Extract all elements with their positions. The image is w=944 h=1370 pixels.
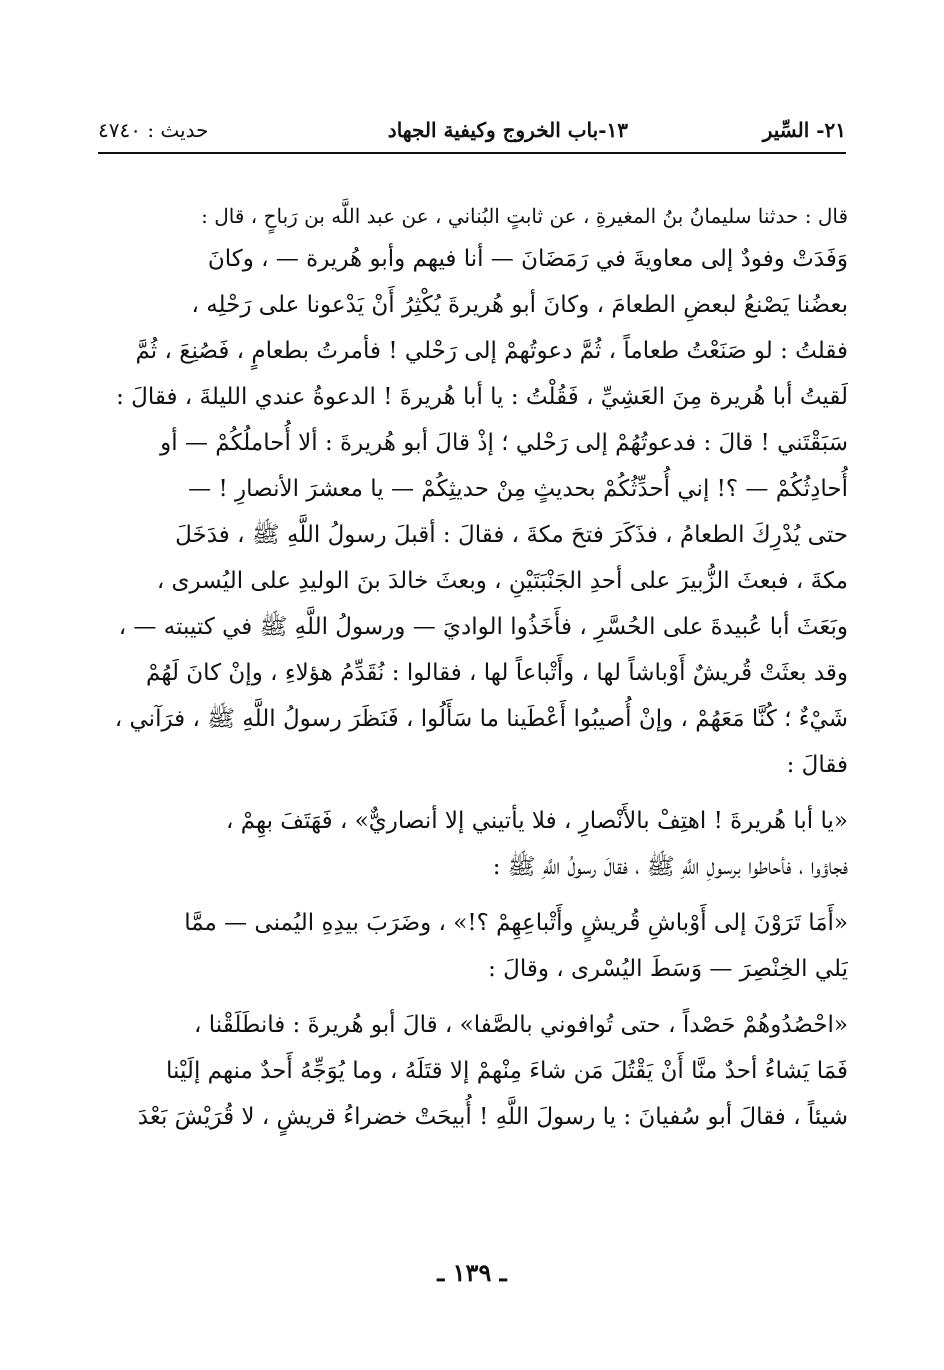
text-line: مكةَ ، فبعثَ الزُّبيرَ على أحدِ الجَنْبَتَيْنِ ، وبعثَ خالدَ بنَ الوليدِ على اليُسرى ، [156,568,848,594]
text-line: لَقيتُ أبا هُريرة مِنَ العَشِيِّ ، فَقُلْتُ : يا أبا هُريرةَ ! الدعوةُ عندي الليلةَ ، فقالَ : [116,384,848,410]
hadith-text [96,196,848,1140]
hadith-reference: حديث : ٤٧٤٠ [98,118,209,142]
text-line: فقالَ : [786,752,848,778]
text-line: وَفَدَتْ وفودٌ إلى معاويةَ في رَمَضَانَ — أنا فيهم وأبو هُريرة — ، وكانَ [207,246,848,272]
text-line: قال : حدثنا سليمانُ بنُ المغيرةِ ، عن ثابتٍ البُناني ، عن عبد اللَّه بن رَباحٍ ، قال : [201,204,848,228]
chapter-title: ٢١- السِّير [762,118,846,142]
text-line: يَلي الخِنْصِرَ — وَسَطَ اليُسْرى ، وقالَ : [488,956,848,982]
paragraph-gap [96,788,848,798]
section-title: ١٣-باب الخروج وكيفية الجهاد [387,118,628,142]
text-line: «أَمَا تَرَوْنَ إلى أَوْباشِ قُريشٍ وأَتْباعِهِمْ ؟!» ، وضَرَبَ بيدِهِ اليُمنى — ممَّا [184,910,848,936]
text-line: أُحادِثُكُمْ — ؟! إني أُحدِّثُكُمْ بحديثٍ مِنْ حديثِكُمْ — يا معشرَ الأنصارِ ! — [188,476,848,502]
text-line: وقد بعثَتْ قُريشٌ أَوْباشاً لها ، وأَتْباعاً لها ، فقالوا : نُقَدِّمُ هؤلاءِ ، وإنْ كانَ لَهُمْ [146,660,848,686]
paragraph-gap [96,992,848,1002]
text-line: «يا أبا هُريرةَ ! اهتِفْ بالأَنْصارِ ، فلا يأتيني إلا أنصاريٌّ» ، فَهَتَفَ بهِمْ ، [225,808,848,834]
text-line: وبَعَثَ أبا عُبيدةَ على الحُسَّرِ ، فأَخَذُوا الواديَ — ورسولُ اللَّهِ ﷺ في كتيبته — ، [118,614,848,640]
text-line: حتى يُدْرِكَ الطعامُ ، فذَكَرَ فتحَ مكةَ ، فقالَ : أقبلَ رسولُ اللَّهِ ﷺ ، فدَخَلَ [175,522,848,548]
running-header [98,112,846,152]
text-line: «احْصُدُوهُمْ حَصْداً ، حتى تُوافوني بالصَّفا» ، قالَ أبو هُريرةَ : فانطَلَقْنا ، [194,1012,848,1038]
header-divider [98,152,846,154]
text-line: شيئاً ، فقالَ أبو سُفيانَ : يا رسولَ اللَّهِ ! أُبيحَتْ خضراءُ قريشٍ ، لا قُرَيْشَ بَعْدَ [137,1104,848,1130]
text-line: فجاؤوا ، فأحاطوا برسولِ اللَّهِ ﷺ ، فقالَ رسولُ اللَّهِ ﷺ : [492,854,848,880]
text-line: فَمَا يَشاءُ أحدٌ منَّا أَنْ يَقْتُلَ مَن شاءَ مِنْهمْ إلا قتَلَهُ ، وما يُوَجِّهُ أَحدٌ منهم إلَيْنا [166,1058,848,1084]
text-line: سَبَقْتَني ! قالَ : فدعوتُهُمْ إلى رَحْلي ؛ إذْ قالَ أبو هُريرةَ : ألا أُحاملُكُمْ — أو [160,430,848,456]
page-number: ـ ١٣٩ ـ [437,1258,507,1287]
text-line: شَيْءٌ ؛ كُنَّا مَعَهُمْ ، وإنْ أُصيبُوا أَعْطَينا ما سَأَلُوا ، فَنَظَرَ رسولُ اللَّهِ ﷺ ، فرَآني ، [114,706,848,732]
text-line: بعضُنا يَصْنعُ لبعضِ الطعامَ ، وكانَ أبو هُريرةَ يُكْثِرُ أَنْ يَدْعونا على رَحْلِه ، [191,292,848,318]
paragraph-gap [96,890,848,900]
text-line: فقلتُ : لو صَنَعْتُ طعاماً ، ثُمَّ دعوتُهمْ إلى رَحْلي ! فأمرتُ بطعامٍ ، فَصُنِعَ ، ثُمَّ [135,338,848,364]
